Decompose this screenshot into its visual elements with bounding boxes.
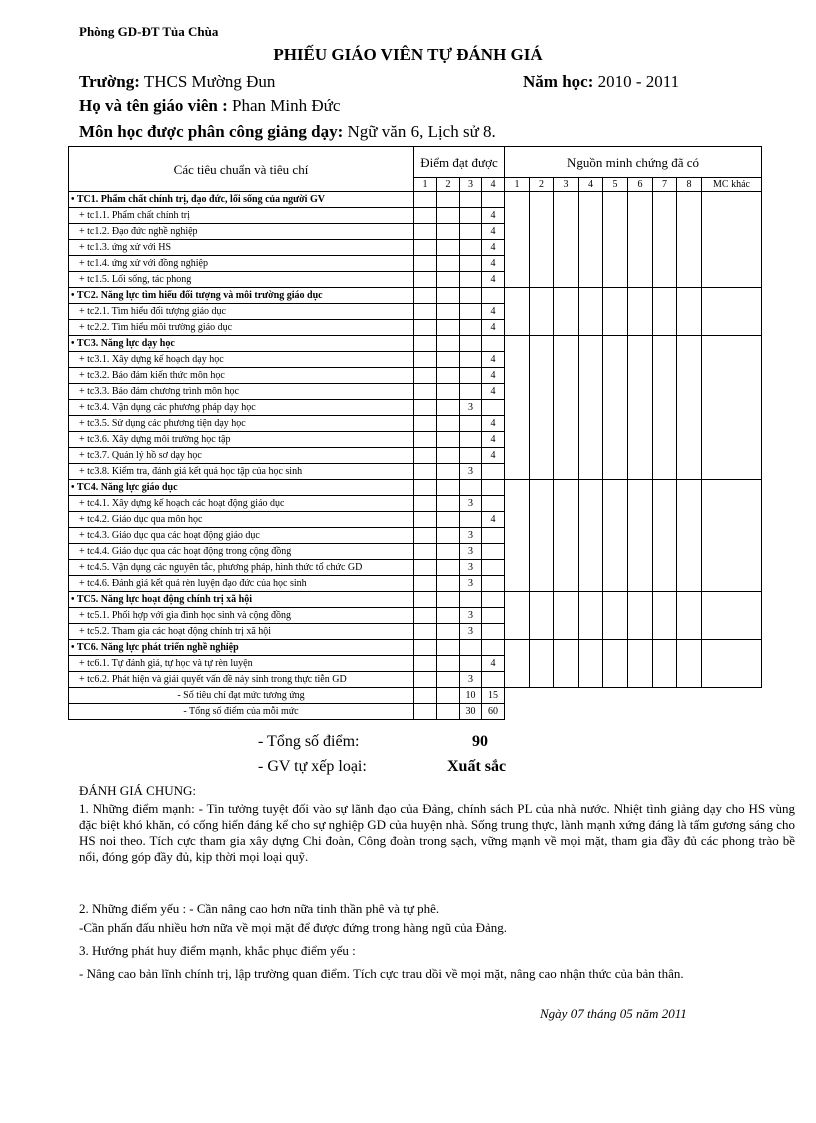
evidence-cell	[603, 480, 628, 592]
summary-value	[437, 704, 460, 720]
score-cell	[437, 208, 460, 224]
rank-label: - GV tự xếp loại:	[258, 758, 367, 775]
score-cell	[460, 592, 482, 608]
score-cell	[414, 336, 437, 352]
score-cell	[437, 272, 460, 288]
score-cell	[460, 512, 482, 528]
summary-value: 15	[482, 688, 505, 704]
summary-value	[437, 688, 460, 704]
score-cell: 3	[460, 608, 482, 624]
summary-row	[69, 688, 762, 704]
score-cell	[460, 208, 482, 224]
score-cell	[437, 432, 460, 448]
criteria-category-row	[69, 336, 762, 352]
score-cell: 4	[482, 272, 505, 288]
evidence-cell	[505, 192, 530, 288]
score-cell	[482, 336, 505, 352]
evidence-col-header: MC khác	[702, 178, 762, 192]
score-cell	[414, 416, 437, 432]
score-cell	[414, 480, 437, 496]
score-cell	[460, 240, 482, 256]
score-cell	[437, 224, 460, 240]
score-cell	[437, 352, 460, 368]
score-cell	[414, 528, 437, 544]
score-cell: 4	[482, 320, 505, 336]
score-cell	[437, 624, 460, 640]
evidence-cell	[579, 288, 603, 336]
score-cell	[482, 288, 505, 304]
score-cell: 4	[482, 656, 505, 672]
signature-date: Ngày 07 tháng 05 năm 2011	[540, 1006, 687, 1021]
score-cell	[414, 608, 437, 624]
criterion-label: + tc3.7. Quản lý hồ sơ dạy học	[69, 448, 414, 464]
evidence-cell	[554, 640, 579, 688]
evidence-cell	[554, 592, 579, 640]
assessment-heading: ĐÁNH GIÁ CHUNG:	[79, 783, 196, 798]
score-cell	[414, 320, 437, 336]
score-cell: 3	[460, 624, 482, 640]
score-cell	[482, 576, 505, 592]
summary-blank	[505, 704, 762, 720]
score-cell	[414, 544, 437, 560]
score-cell	[460, 224, 482, 240]
subject-label: Môn học được phân công giảng dạy:	[79, 122, 344, 141]
school-label: Trường:	[79, 72, 140, 91]
evidence-cell	[653, 592, 677, 640]
criteria-category-row	[69, 640, 762, 656]
score-cell	[460, 640, 482, 656]
summary-value: 60	[482, 704, 505, 720]
score-cell	[482, 592, 505, 608]
score-level-header: 1	[414, 178, 437, 192]
score-cell	[414, 288, 437, 304]
summary-row	[69, 704, 762, 720]
score-cell	[414, 272, 437, 288]
evidence-cell	[677, 640, 702, 688]
criterion-label: + tc2.2. Tìm hiểu môi trường giáo dục	[69, 320, 414, 336]
score-cell	[437, 560, 460, 576]
score-cell: 3	[460, 560, 482, 576]
score-cell	[414, 352, 437, 368]
score-cell	[460, 272, 482, 288]
score-cell	[460, 656, 482, 672]
score-cell	[414, 448, 437, 464]
teacher-line	[79, 96, 340, 116]
weakness-paragraph-2: -Cần phấn đấu nhiều hơn nữa về mọi mặt để được đứng trong hàng ngũ của Đảng.	[79, 920, 508, 935]
criterion-label: + tc1.2. Đạo đức nghề nghiệp	[69, 224, 414, 240]
score-cell	[414, 464, 437, 480]
score-cell: 3	[460, 672, 482, 688]
score-cell: 4	[482, 304, 505, 320]
score-cell	[482, 608, 505, 624]
year-label: Năm học:	[523, 72, 594, 91]
score-cell	[482, 480, 505, 496]
score-cell	[482, 528, 505, 544]
evidence-cell	[579, 592, 603, 640]
evidence-cell	[603, 640, 628, 688]
evidence-cell	[603, 592, 628, 640]
score-cell: 4	[482, 256, 505, 272]
score-header: Điểm đạt được	[414, 147, 505, 178]
criterion-label: + tc3.6. Xây dựng môi trường học tập	[69, 432, 414, 448]
evidence-cell	[554, 336, 579, 480]
score-cell	[437, 608, 460, 624]
score-cell	[437, 576, 460, 592]
score-cell	[414, 240, 437, 256]
evidence-cell	[702, 336, 762, 480]
evidence-cell	[628, 640, 653, 688]
score-cell: 4	[482, 448, 505, 464]
score-cell	[437, 368, 460, 384]
score-cell	[437, 416, 460, 432]
score-cell	[437, 592, 460, 608]
score-cell	[437, 512, 460, 528]
summary-value	[414, 704, 437, 720]
score-cell	[414, 384, 437, 400]
category-label: • TC2. Năng lực tìm hiểu đối tượng và môi trường giáo dục	[69, 288, 414, 304]
evidence-cell	[677, 480, 702, 592]
criterion-label: + tc3.2. Bảo đảm kiến thức môn học	[69, 368, 414, 384]
score-cell	[414, 672, 437, 688]
criterion-label: + tc3.8. Kiểm tra, đánh giá kết quả học tập của học sinh	[69, 464, 414, 480]
score-cell	[437, 400, 460, 416]
score-cell: 4	[482, 368, 505, 384]
evidence-col-header: 8	[677, 178, 702, 192]
score-cell	[414, 512, 437, 528]
criterion-label: + tc2.1. Tìm hiểu đối tượng giáo dục	[69, 304, 414, 320]
score-cell	[437, 528, 460, 544]
evidence-cell	[603, 288, 628, 336]
evidence-cell	[702, 592, 762, 640]
score-cell	[460, 384, 482, 400]
score-cell	[460, 416, 482, 432]
score-cell	[482, 624, 505, 640]
evidence-cell	[702, 192, 762, 288]
evidence-cell	[530, 592, 554, 640]
score-cell: 4	[482, 352, 505, 368]
score-cell: 4	[482, 384, 505, 400]
score-cell	[482, 560, 505, 576]
school-value: THCS Mường Đun	[143, 72, 276, 91]
evaluation-table	[68, 146, 762, 720]
criteria-category-row	[69, 480, 762, 496]
score-cell	[460, 448, 482, 464]
score-level-header: 3	[460, 178, 482, 192]
evidence-cell	[530, 336, 554, 480]
rank-value: Xuất sắc	[447, 758, 507, 775]
summary-value: 30	[460, 704, 482, 720]
category-label: • TC4. Năng lực giáo dục	[69, 480, 414, 496]
summary-label: - Tổng số điểm của mỗi mức	[69, 704, 414, 720]
criterion-label: + tc1.1. Phẩm chất chính trị	[69, 208, 414, 224]
year-line	[523, 72, 679, 92]
criterion-label: + tc1.3. ứng xử với HS	[69, 240, 414, 256]
score-cell	[414, 560, 437, 576]
evidence-col-header: 5	[603, 178, 628, 192]
score-cell	[437, 640, 460, 656]
criteria-header: Các tiêu chuẩn và tiêu chí	[69, 147, 414, 192]
score-cell	[482, 640, 505, 656]
criterion-label: + tc4.1. Xây dựng kế hoạch các hoạt động giáo dục	[69, 496, 414, 512]
score-cell: 3	[460, 496, 482, 512]
evidence-cell	[579, 336, 603, 480]
evidence-cell	[530, 192, 554, 288]
score-cell	[437, 496, 460, 512]
score-cell	[437, 336, 460, 352]
category-label: • TC6. Năng lực phát triển nghề nghiệp	[69, 640, 414, 656]
score-cell	[460, 480, 482, 496]
evidence-cell	[677, 336, 702, 480]
evidence-cell	[628, 480, 653, 592]
score-cell: 3	[460, 544, 482, 560]
score-cell	[414, 224, 437, 240]
score-cell	[437, 192, 460, 208]
score-cell	[482, 672, 505, 688]
evidence-cell	[677, 192, 702, 288]
criterion-label: + tc3.4. Vận dụng các phương pháp dạy học	[69, 400, 414, 416]
score-cell	[460, 192, 482, 208]
score-cell	[414, 368, 437, 384]
evidence-col-header: 3	[554, 178, 579, 192]
evidence-cell	[579, 192, 603, 288]
score-cell	[414, 304, 437, 320]
criterion-label: + tc5.1. Phối hợp với gia đình học sinh và cộng đồng	[69, 608, 414, 624]
evidence-cell	[653, 336, 677, 480]
score-cell: 3	[460, 528, 482, 544]
criteria-category-row	[69, 288, 762, 304]
evidence-cell	[628, 192, 653, 288]
criterion-label: + tc1.5. Lối sống, tác phong	[69, 272, 414, 288]
criteria-category-row	[69, 192, 762, 208]
score-cell	[437, 448, 460, 464]
evidence-cell	[628, 592, 653, 640]
category-label: • TC5. Năng lực hoạt động chính trị xã hội	[69, 592, 414, 608]
page-title: PHIẾU GIÁO VIÊN TỰ ĐÁNH GIÁ	[273, 45, 543, 64]
teacher-value: Phan Minh Đức	[232, 96, 341, 115]
score-cell: 3	[460, 464, 482, 480]
score-level-header: 4	[482, 178, 505, 192]
evidence-cell	[505, 336, 530, 480]
evidence-col-header: 2	[530, 178, 554, 192]
criterion-label: + tc6.2. Phát hiện và giải quyết vấn đề nảy sinh trong thực tiễn GD	[69, 672, 414, 688]
subject-value: Ngữ văn 6, Lịch sử 8.	[347, 122, 496, 141]
evidence-cell	[603, 192, 628, 288]
evidence-cell	[554, 480, 579, 592]
evidence-cell	[505, 592, 530, 640]
total-score-value: 90	[472, 733, 488, 750]
summary-value	[414, 688, 437, 704]
evidence-cell	[653, 640, 677, 688]
score-cell: 3	[460, 576, 482, 592]
score-cell	[460, 288, 482, 304]
category-label: • TC3. Năng lực dạy học	[69, 336, 414, 352]
score-cell: 4	[482, 416, 505, 432]
evidence-cell	[677, 288, 702, 336]
score-cell	[460, 320, 482, 336]
category-label: • TC1. Phẩm chất chính trị, đạo đức, lối sống của người GV	[69, 192, 414, 208]
score-cell	[414, 400, 437, 416]
evidence-cell	[702, 640, 762, 688]
score-cell	[414, 656, 437, 672]
score-cell	[414, 432, 437, 448]
criterion-label: + tc1.4. ứng xử với đồng nghiệp	[69, 256, 414, 272]
evidence-col-header: 1	[505, 178, 530, 192]
evidence-cell	[628, 336, 653, 480]
evidence-cell	[530, 480, 554, 592]
evidence-cell	[653, 480, 677, 592]
evidence-col-header: 4	[579, 178, 603, 192]
score-cell	[437, 480, 460, 496]
score-cell	[460, 304, 482, 320]
evidence-cell	[603, 336, 628, 480]
score-cell	[460, 336, 482, 352]
score-cell	[414, 592, 437, 608]
score-cell	[437, 320, 460, 336]
score-cell	[460, 368, 482, 384]
score-cell	[460, 352, 482, 368]
score-cell	[414, 192, 437, 208]
criterion-label: + tc3.1. Xây dựng kế hoạch dạy học	[69, 352, 414, 368]
criterion-label: + tc5.2. Tham gia các hoạt động chính trị xã hội	[69, 624, 414, 640]
score-cell	[437, 288, 460, 304]
score-cell	[460, 432, 482, 448]
criterion-label: + tc4.6. Đánh giá kết quả rèn luyện đạo đức của học sinh	[69, 576, 414, 592]
score-cell	[437, 656, 460, 672]
evidence-cell	[579, 480, 603, 592]
evidence-cell	[505, 288, 530, 336]
score-cell	[414, 208, 437, 224]
criterion-label: + tc4.4. Giáo dục qua các hoạt động trong cộng đồng	[69, 544, 414, 560]
evidence-col-header: 7	[653, 178, 677, 192]
criterion-label: + tc3.5. Sử dụng các phương tiện dạy học	[69, 416, 414, 432]
score-cell: 4	[482, 512, 505, 528]
teacher-label: Họ và tên giáo viên :	[79, 96, 228, 115]
evidence-cell	[677, 592, 702, 640]
score-cell: 4	[482, 208, 505, 224]
evidence-cell	[653, 288, 677, 336]
summary-blank	[505, 688, 762, 704]
score-cell	[482, 496, 505, 512]
criteria-category-row	[69, 592, 762, 608]
criterion-label: + tc3.3. Bảo đảm chương trình môn học	[69, 384, 414, 400]
subject-line	[79, 122, 496, 142]
evidence-cell	[653, 192, 677, 288]
score-cell	[437, 304, 460, 320]
strengths-paragraph: 1. Những điểm mạnh: - Tin tưởng tuyệt đối vào sự lãnh đạo của Đảng, chính sách PL của nhà nước. Nhiệt tình giảng dạy cho HS vùng đặc biệt khó khăn, có cống hiến đáng kể cho sự nghiệp GD của huyện nhà. Sống trung thực, lành mạnh xứng đáng là tấm gương sáng cho HS noi theo. Tích cực tham gia xây dựng Chi đoàn, Công đoàn trong sạch, vững mạnh về mọi mặt, tham gia đầy đủ các phong trào bề nổi, đóng góp đầy đủ, kịp thời mọi loại quỹ.	[79, 801, 795, 864]
evidence-cell	[530, 640, 554, 688]
criterion-label: + tc4.5. Vận dụng các nguyên tắc, phương pháp, hình thức tổ chức GD	[69, 560, 414, 576]
evidence-cell	[554, 288, 579, 336]
summary-value: 10	[460, 688, 482, 704]
score-cell	[437, 384, 460, 400]
score-level-header: 2	[437, 178, 460, 192]
score-cell	[414, 576, 437, 592]
score-cell	[414, 496, 437, 512]
score-cell	[482, 400, 505, 416]
criterion-label: + tc4.3. Giáo dục qua các hoạt động giáo dục	[69, 528, 414, 544]
school-line	[79, 72, 275, 92]
evidence-cell	[628, 288, 653, 336]
score-cell: 4	[482, 432, 505, 448]
score-cell: 4	[482, 240, 505, 256]
direction-heading: 3. Hướng phát huy điểm mạnh, khắc phục điểm yếu :	[79, 943, 356, 958]
score-cell	[414, 256, 437, 272]
total-score-label: - Tổng số điểm:	[258, 733, 360, 750]
score-cell	[414, 640, 437, 656]
score-cell	[437, 544, 460, 560]
year-value: 2010 - 2011	[597, 72, 680, 91]
score-cell	[482, 464, 505, 480]
criterion-label: + tc4.2. Giáo dục qua môn học	[69, 512, 414, 528]
evidence-cell	[505, 640, 530, 688]
weakness-paragraph-1: 2. Những điểm yếu : - Cần nâng cao hơn nữa tinh thần phê và tự phê.	[79, 901, 440, 916]
summary-label: - Số tiêu chí đạt mức tương ứng	[69, 688, 414, 704]
evidence-cell	[554, 192, 579, 288]
evidence-cell	[505, 480, 530, 592]
evidence-header: Nguồn minh chứng đã có	[505, 147, 762, 178]
evidence-cell	[702, 480, 762, 592]
score-cell: 4	[482, 224, 505, 240]
evidence-cell	[579, 640, 603, 688]
score-cell	[482, 192, 505, 208]
evidence-cell	[530, 288, 554, 336]
evidence-cell	[702, 288, 762, 336]
score-cell	[482, 544, 505, 560]
score-cell	[437, 256, 460, 272]
score-cell	[437, 672, 460, 688]
score-cell	[414, 624, 437, 640]
score-cell	[437, 240, 460, 256]
direction-paragraph: - Nâng cao bản lĩnh chính trị, lập trường quan điểm. Tích cực trau dồi về mọi mặt, nâng cao nhận thức của bản thân.	[79, 966, 684, 981]
score-cell	[460, 256, 482, 272]
criterion-label: + tc6.1. Tự đánh giá, tự học và tự rèn luyện	[69, 656, 414, 672]
score-cell: 3	[460, 400, 482, 416]
department-name: Phòng GD-ĐT Tủa Chùa	[79, 24, 219, 39]
evidence-col-header: 6	[628, 178, 653, 192]
score-cell	[437, 464, 460, 480]
